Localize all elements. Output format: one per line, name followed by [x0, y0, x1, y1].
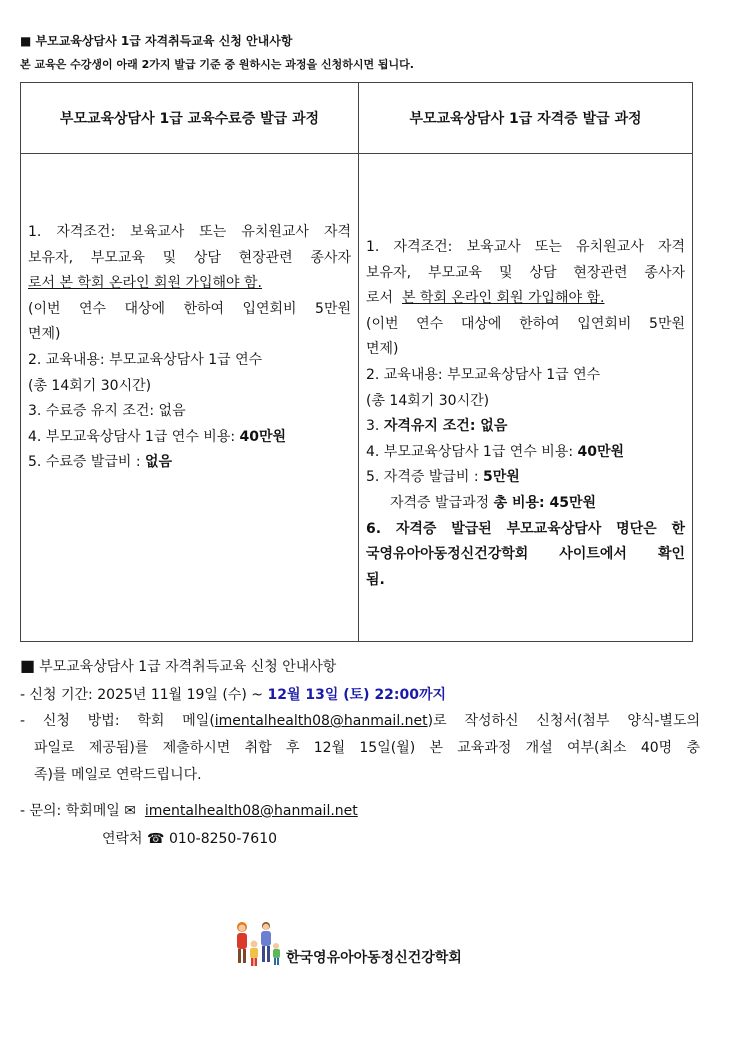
- contact-email-link[interactable]: imentalhealth08@hanmail.net: [144, 803, 358, 819]
- license-course-cell: [359, 154, 693, 642]
- contact-label: - 문의: 학회메일: [20, 803, 125, 819]
- c1-line: 보유자, 부모교육 및 상담 현장관련 종사자: [28, 249, 351, 266]
- course-options-table: [20, 82, 693, 642]
- license-course-header: 부모교육상담사 1급 자격증 발급 과정: [359, 83, 693, 154]
- c1-line: 2. 교육내용: 부모교육상담사 1급 연수: [28, 351, 263, 368]
- family-logo-icon: [228, 920, 288, 970]
- c2-line: [366, 440, 685, 466]
- page-subtitle: 본 교육은 수강생이 아래 2가지 발급 기준 중 원하시는 과정을 신청하시면 됩니다.: [20, 58, 414, 71]
- method-text: - 신청 방법: 학회 메일(: [20, 713, 215, 729]
- c2-line: 면제): [366, 341, 399, 358]
- c1-line: 1. 자격조건: 보육교사 또는 유치원교사 자격: [28, 224, 351, 240]
- section-title-text: 부모교육상담사 1급 자격취득교육 신청 안내사항: [39, 659, 337, 675]
- c2-total-label: 자격증 발급과정: [390, 494, 494, 511]
- contact-phone-row: [102, 828, 277, 848]
- c2-line: 1. 자격조건: 보육교사 또는 유치원교사 자격: [366, 239, 685, 255]
- c2-line: (이번 연수 대상에 한하여 입연회비 5만원: [366, 315, 685, 332]
- section-title: [20, 656, 336, 676]
- c2-line: [366, 286, 685, 312]
- c1-cost-value: 40만원: [239, 428, 287, 445]
- c2-fee-value: 5만원: [483, 469, 520, 486]
- c1-line: [28, 425, 351, 451]
- c2-line: 됨.: [366, 571, 385, 588]
- contact-email-row: [20, 800, 358, 820]
- phone-label: 연락처: [102, 831, 148, 847]
- square-bullet-icon: ■: [20, 656, 36, 675]
- envelope-icon: ✉: [124, 803, 136, 819]
- c1-fee-label: 5. 수료증 발급비 :: [28, 454, 146, 471]
- c2-line: [366, 465, 685, 491]
- method-line: 파일로 제공됨)를 제출하시면 취합 후 12월 15일(월) 본 교육과정 개설 여부(최소 40명 충: [34, 740, 700, 756]
- c1-cost-label: 4. 부모교육상담사 1급 연수 비용:: [28, 428, 240, 445]
- c1-line: 로서 본 학회 온라인 회원 가입해야 함.: [28, 275, 263, 292]
- phone-number: 010-8250-7610: [168, 831, 278, 847]
- c1-fee-value: 없음: [145, 454, 173, 471]
- certificate-course-header: 부모교육상담사 1급 교육수료증 발급 과정: [21, 83, 359, 154]
- c2-line: 국영유아아동정신건강학회 사이트에서 확인: [366, 546, 685, 563]
- c2-line: 보유자, 부모교육 및 상담 현장관련 종사자: [366, 264, 685, 281]
- c2-line-part: 3.: [366, 418, 384, 435]
- c2-line: [366, 491, 685, 517]
- c1-line: (이번 연수 대상에 한하여 입연회비 5만원: [28, 300, 351, 317]
- phone-icon: ☎: [147, 831, 165, 847]
- c2-total-value: 총 비용: 45만원: [493, 494, 597, 511]
- c2-fee-label: 5. 자격증 발급비 :: [366, 469, 484, 486]
- c1-line: 면제): [28, 326, 61, 343]
- c2-line-part: 본 학회 온라인 회원 가입해야 함.: [401, 290, 605, 307]
- c2-cost-value: 40만원: [577, 443, 625, 460]
- period-deadline: 12월 13일 (토) 22:00까지: [267, 687, 447, 703]
- c2-line: (총 14회기 30시간): [366, 392, 490, 409]
- c2-line: 2. 교육내용: 부모교육상담사 1급 연수: [366, 366, 601, 383]
- c1-line: 3. 수료증 유지 조건: 없음: [28, 403, 186, 420]
- page-title: ■ 부모교육상담사 1급 자격취득교육 신청 안내사항: [20, 34, 293, 48]
- certificate-course-cell: [21, 154, 359, 642]
- c1-line: (총 14회기 30시간): [28, 377, 152, 394]
- method-text: )로 작성하신 신청서(첨부 양식-별도의: [427, 713, 700, 729]
- application-period: [20, 684, 446, 704]
- application-method: [20, 708, 700, 789]
- c1-line: [28, 450, 351, 476]
- method-line: [20, 708, 700, 735]
- method-email-link[interactable]: imentalhealth08@hanmail.net: [214, 713, 428, 729]
- period-label: - 신청 기간: 2025년 11월 19일 (수) ~: [20, 687, 268, 703]
- c2-line: 6. 자격증 발급된 부모교육상담사 명단은 한: [366, 520, 685, 537]
- c2-line-part: 로서: [366, 290, 398, 307]
- c2-line-part: 자격유지 조건: 없음: [383, 418, 508, 435]
- method-line: 족)를 메일로 연락드립니다.: [34, 767, 202, 783]
- c2-line: [366, 414, 685, 440]
- c2-cost-label: 4. 부모교육상담사 1급 연수 비용:: [366, 443, 578, 460]
- organization-name: 한국영유아아동정신건강학회: [286, 950, 462, 966]
